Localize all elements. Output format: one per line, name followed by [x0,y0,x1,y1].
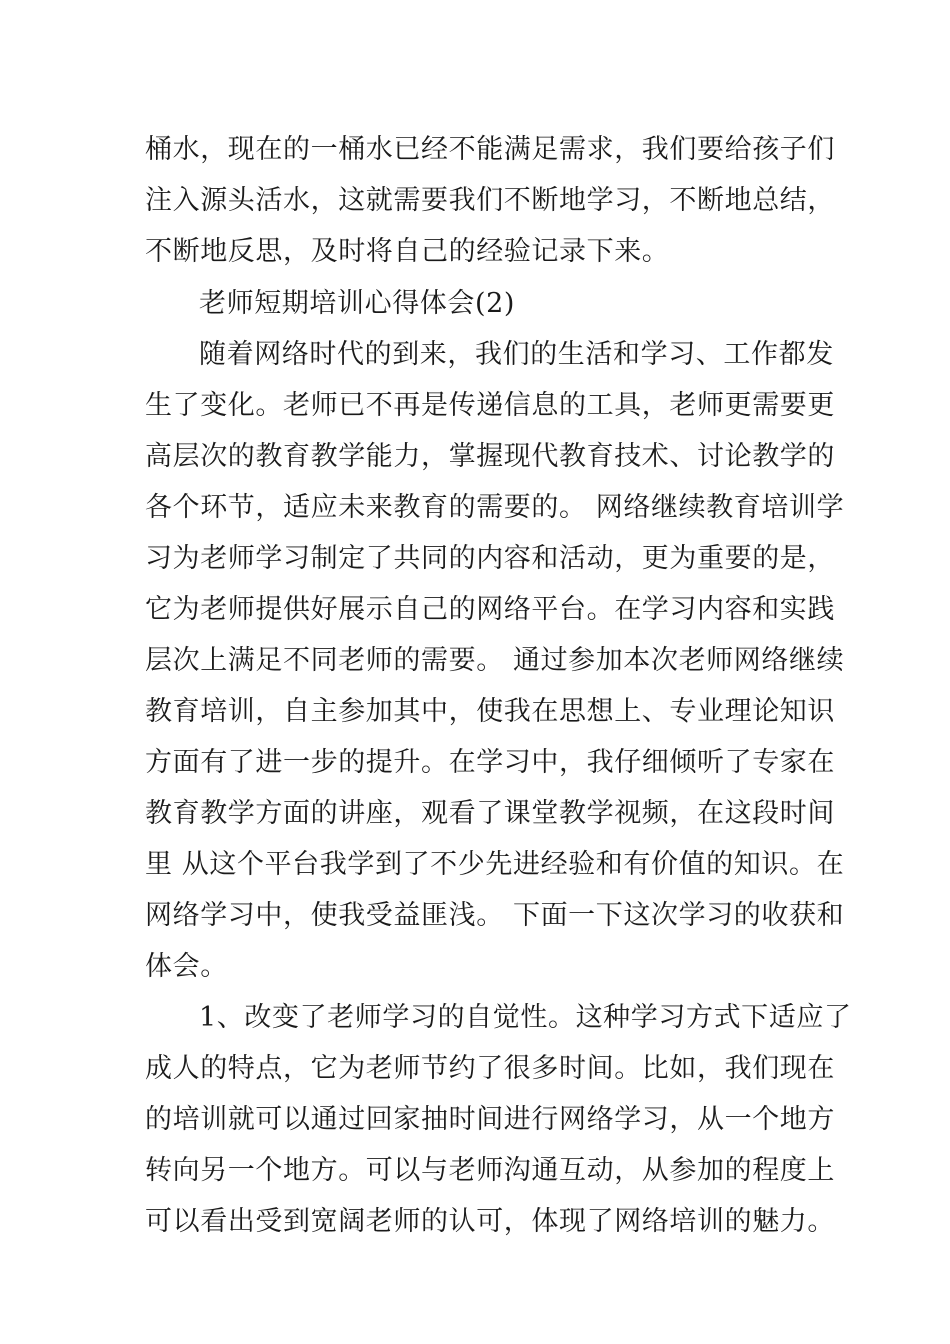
text-line: 可以看出受到宽阔老师的认可，体现了网络培训的魅力。 [145,1206,835,1237]
text-line: 随着网络时代的到来，我们的生活和学习、工作都发 [199,339,834,370]
text-line: 体会。 [145,951,228,982]
text-line: 它为老师提供好展示自己的网络平台。在学习内容和实践 [145,594,835,625]
text-line: 桶水，现在的一桶水已经不能满足需求，我们要给孩子们 [145,134,835,165]
text-line: 成人的特点，它为老师节约了很多时间。比如，我们现在 [145,1053,835,1084]
text-line: 生了变化。老师已不再是传递信息的工具，老师更需要更 [145,390,835,421]
text-line: 教育培训，自主参加其中，使我在思想上、专业理论知识 [145,696,835,727]
text-line: 不断地反思，及时将自己的经验记录下来。 [145,236,670,267]
text-line: 高层次的教育教学能力，掌握现代教育技术、讨论教学的 [145,441,835,472]
text-line: 1、改变了老师学习的自觉性。这种学习方式下适应了 [199,1002,852,1033]
text-line: 习为老师学习制定了共同的内容和活动，更为重要的是， [145,543,835,574]
text-line: 层次上满足不同老师的需要。 通过参加本次老师网络继续 [145,645,845,676]
text-line: 转向另一个地方。可以与老师沟通互动，从参加的程度上 [145,1155,835,1186]
text-line: 教育教学方面的讲座，观看了课堂教学视频，在这段时间 [145,798,835,829]
text-line: 注入源头活水，这就需要我们不断地学习，不断地总结， [145,185,835,216]
section-heading: 老师短期培训心得体会(2) [199,288,516,319]
text-line: 网络学习中，使我受益匪浅。 下面一下这次学习的收获和 [145,900,845,931]
text-line: 各个环节，适应未来教育的需要的。 网络继续教育培训学 [145,492,845,523]
text-line: 的培训就可以通过回家抽时间进行网络学习，从一个地方 [145,1104,835,1135]
text-line: 里 从这个平台我学到了不少先进经验和有价值的知识。在 [145,849,845,880]
text-line: 方面有了进一步的提升。在学习中，我仔细倾听了专家在 [145,747,835,778]
